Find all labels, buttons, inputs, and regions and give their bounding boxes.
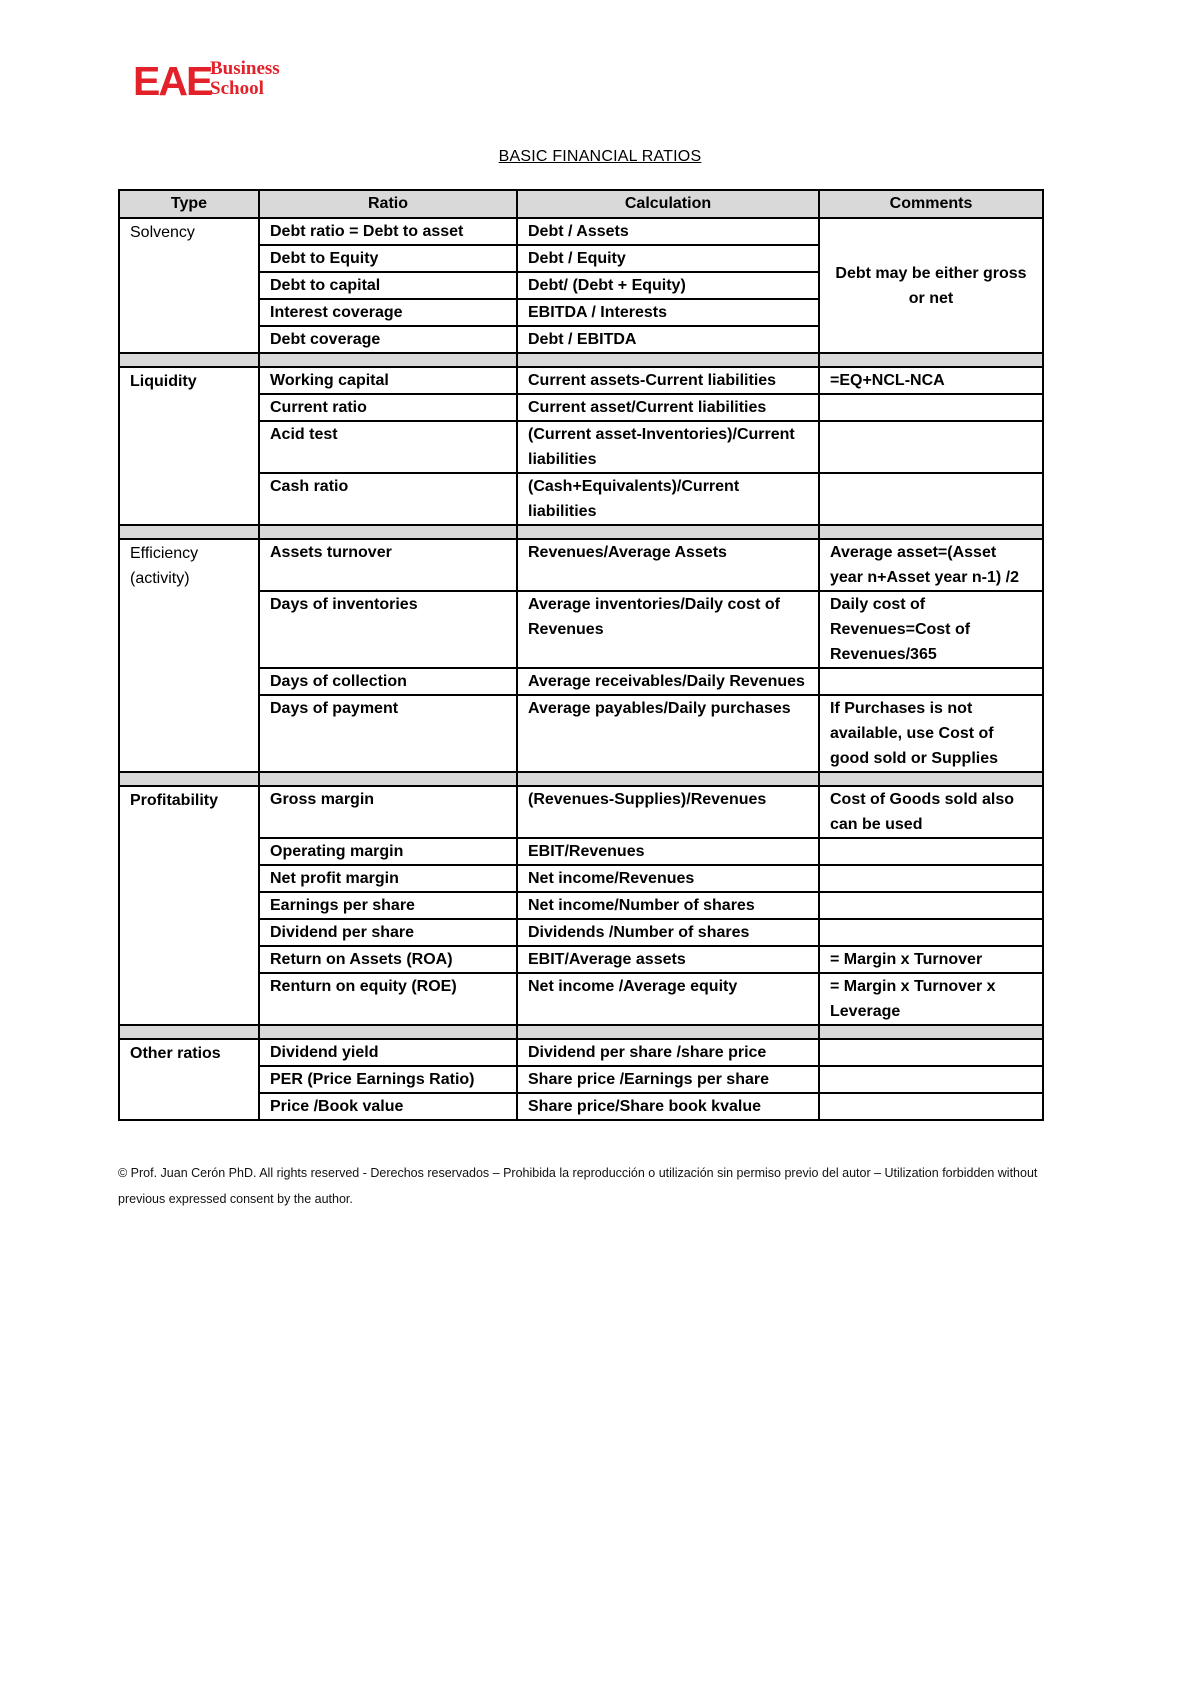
ratio-cell: Earnings per share bbox=[259, 892, 517, 919]
table-row bbox=[119, 539, 1043, 591]
ratio-cell: Return on Assets (ROA) bbox=[259, 946, 517, 973]
calculation-cell: Debt / Equity bbox=[517, 245, 819, 272]
ratio-cell: Assets turnover bbox=[259, 539, 517, 591]
calculation-cell: Share price/Share book kvalue bbox=[517, 1093, 819, 1120]
ratio-cell: Gross margin bbox=[259, 786, 517, 838]
ratio-cell: Debt ratio = Debt to asset bbox=[259, 218, 517, 245]
calculation-cell: (Revenues-Supplies)/Revenues bbox=[517, 786, 819, 838]
calculation-cell: (Current asset-Inventories)/Current liabilities bbox=[517, 421, 819, 473]
ratio-cell: Renturn on equity (ROE) bbox=[259, 973, 517, 1025]
header-comments: Comments bbox=[819, 190, 1043, 218]
comment-cell bbox=[819, 421, 1043, 473]
table-row bbox=[119, 367, 1043, 394]
ratio-cell: Debt coverage bbox=[259, 326, 517, 353]
calculation-cell: Current asset/Current liabilities bbox=[517, 394, 819, 421]
type-efficiency: Efficiency (activity) bbox=[119, 539, 259, 772]
document-title: BASIC FINANCIAL RATIOS bbox=[498, 148, 702, 165]
ratios-table bbox=[118, 189, 1044, 1121]
calculation-cell: Revenues/Average Assets bbox=[517, 539, 819, 591]
calculation-cell: Current assets-Current liabilities bbox=[517, 367, 819, 394]
calculation-cell: Dividends /Number of shares bbox=[517, 919, 819, 946]
comment-cell bbox=[819, 919, 1043, 946]
calculation-cell: Average payables/Daily purchases bbox=[517, 695, 819, 772]
separator-row bbox=[119, 1025, 1043, 1039]
ratio-cell: Cash ratio bbox=[259, 473, 517, 525]
ratio-cell: Net profit margin bbox=[259, 865, 517, 892]
ratio-cell: Dividend per share bbox=[259, 919, 517, 946]
table-header-row bbox=[119, 190, 1043, 218]
ratio-cell: Days of payment bbox=[259, 695, 517, 772]
ratio-cell: Dividend yield bbox=[259, 1039, 517, 1066]
header-calculation: Calculation bbox=[517, 190, 819, 218]
logo-main-text: EAE bbox=[133, 58, 212, 102]
brand-logo bbox=[133, 58, 303, 102]
separator-row bbox=[119, 525, 1043, 539]
header-type: Type bbox=[119, 190, 259, 218]
comment-cell bbox=[819, 892, 1043, 919]
comment-cell bbox=[819, 838, 1043, 865]
comment-cell: = Margin x Turnover bbox=[819, 946, 1043, 973]
comment-cell bbox=[819, 1093, 1043, 1120]
ratio-cell: Debt to Equity bbox=[259, 245, 517, 272]
comment-cell: =EQ+NCL-NCA bbox=[819, 367, 1043, 394]
type-liquidity: Liquidity bbox=[119, 367, 259, 525]
ratio-cell: Current ratio bbox=[259, 394, 517, 421]
comment-cell: Daily cost of Revenues=Cost of Revenues/365 bbox=[819, 591, 1043, 668]
calculation-cell: EBITDA / Interests bbox=[517, 299, 819, 326]
ratio-cell: Days of collection bbox=[259, 668, 517, 695]
ratio-cell: Operating margin bbox=[259, 838, 517, 865]
calculation-cell: (Cash+Equivalents)/Current liabilities bbox=[517, 473, 819, 525]
comment-solvency: Debt may be either gross or net bbox=[819, 218, 1043, 353]
logo-line2-text: School bbox=[210, 78, 264, 99]
ratio-cell: Days of inventories bbox=[259, 591, 517, 668]
logo-line1-text: Business bbox=[210, 58, 280, 79]
type-profitability: Profitability bbox=[119, 786, 259, 1025]
table-row bbox=[119, 218, 1043, 245]
calculation-cell: Debt / Assets bbox=[517, 218, 819, 245]
type-solvency: Solvency bbox=[119, 218, 259, 353]
comment-cell: If Purchases is not available, use Cost of good sold or Supplies bbox=[819, 695, 1043, 772]
calculation-cell: Net income/Revenues bbox=[517, 865, 819, 892]
separator-row bbox=[119, 353, 1043, 367]
calculation-cell: EBIT/Revenues bbox=[517, 838, 819, 865]
comment-cell: = Margin x Turnover x Leverage bbox=[819, 973, 1043, 1025]
comment-cell bbox=[819, 394, 1043, 421]
table-row bbox=[119, 786, 1043, 838]
type-other-ratios: Other ratios bbox=[119, 1039, 259, 1120]
eae-logo-mark bbox=[133, 58, 303, 102]
comment-cell bbox=[819, 1066, 1043, 1093]
calculation-cell: Share price /Earnings per share bbox=[517, 1066, 819, 1093]
ratio-cell: Working capital bbox=[259, 367, 517, 394]
calculation-cell: Dividend per share /share price bbox=[517, 1039, 819, 1066]
comment-cell bbox=[819, 1039, 1043, 1066]
ratio-cell: Acid test bbox=[259, 421, 517, 473]
calculation-cell: Net income /Average equity bbox=[517, 973, 819, 1025]
comment-cell bbox=[819, 865, 1043, 892]
comment-cell bbox=[819, 473, 1043, 525]
calculation-cell: Debt/ (Debt + Equity) bbox=[517, 272, 819, 299]
calculation-cell: Net income/Number of shares bbox=[517, 892, 819, 919]
calculation-cell: Average receivables/Daily Revenues bbox=[517, 668, 819, 695]
ratio-cell: Interest coverage bbox=[259, 299, 517, 326]
ratio-cell: PER (Price Earnings Ratio) bbox=[259, 1066, 517, 1093]
comment-cell: Cost of Goods sold also can be used bbox=[819, 786, 1043, 838]
comment-cell bbox=[819, 668, 1043, 695]
separator-row bbox=[119, 772, 1043, 786]
calculation-cell: EBIT/Average assets bbox=[517, 946, 819, 973]
comment-cell: Average asset=(Asset year n+Asset year n-1) /2 bbox=[819, 539, 1043, 591]
calculation-cell: Average inventories/Daily cost of Revenues bbox=[517, 591, 819, 668]
ratio-cell: Price /Book value bbox=[259, 1093, 517, 1120]
header-ratio: Ratio bbox=[259, 190, 517, 218]
table-row bbox=[119, 1039, 1043, 1066]
ratio-cell: Debt to capital bbox=[259, 272, 517, 299]
calculation-cell: Debt / EBITDA bbox=[517, 326, 819, 353]
copyright-notice: © Prof. Juan Cerón PhD. All rights reserved - Derechos reservados – Prohibida la reproducción o utilización sin permiso previo del autor – Utilization forbidden without previous expressed consent by the author. bbox=[118, 1166, 1038, 1206]
